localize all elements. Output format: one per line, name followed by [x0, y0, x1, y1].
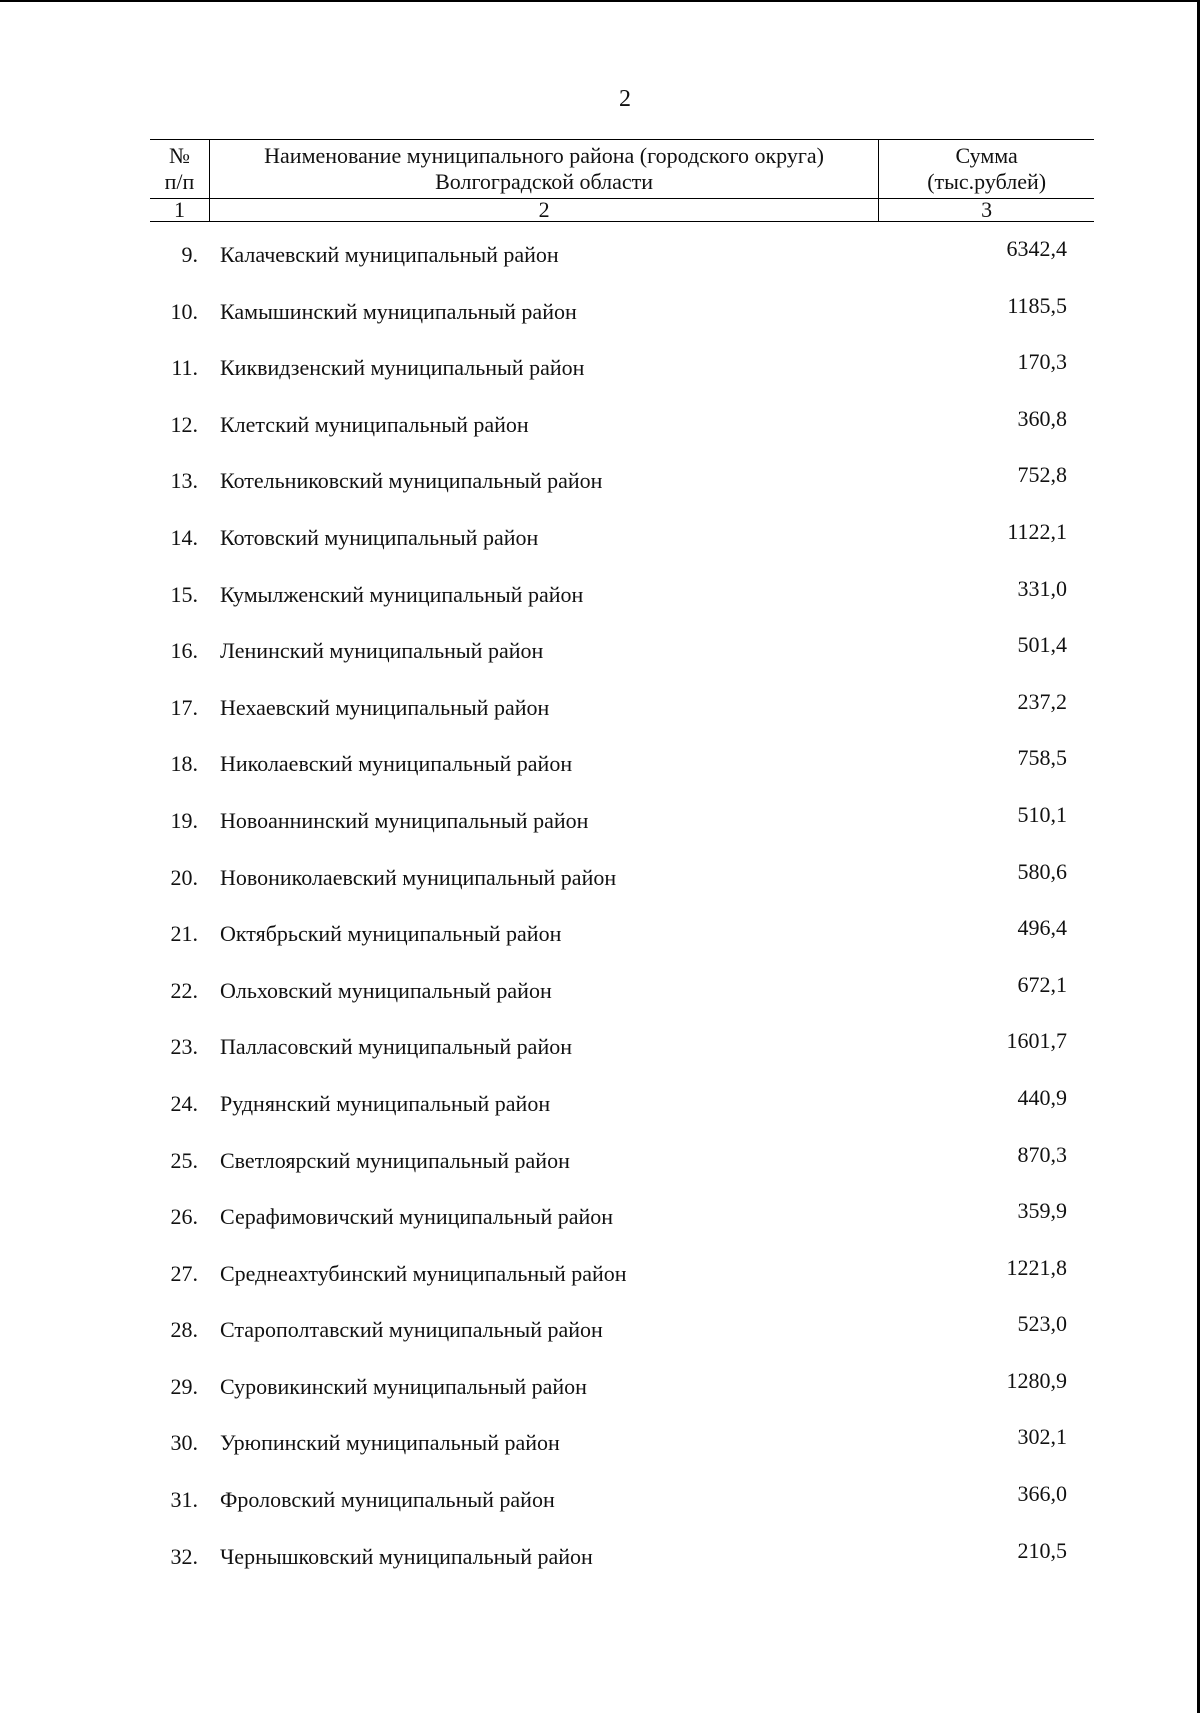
table-body: [150, 228, 1094, 1586]
row-sum: 758,5: [1017, 745, 1067, 771]
header-col-name-line1: Наименование муниципального района (городского округа): [264, 143, 824, 168]
table-row: [150, 1247, 1094, 1304]
table-row: [150, 568, 1094, 625]
row-sum: 1221,8: [1006, 1254, 1067, 1280]
row-number: 18.: [170, 751, 198, 777]
row-number: 16.: [170, 638, 198, 664]
row-sum: 366,0: [1017, 1481, 1067, 1507]
table-row: [150, 1134, 1094, 1191]
row-number: 13.: [170, 468, 198, 494]
row-district-name: Старополтавский муниципальный район: [220, 1317, 603, 1343]
row-sum: 870,3: [1017, 1141, 1067, 1167]
row-district-name: Серафимовичский муниципальный район: [220, 1204, 614, 1230]
row-district-name: Новоаннинский муниципальный район: [220, 807, 589, 833]
row-sum: 237,2: [1017, 688, 1067, 714]
row-number: 29.: [170, 1373, 198, 1399]
row-sum: 360,8: [1017, 405, 1067, 431]
row-sum: 510,1: [1017, 801, 1067, 827]
table-row: [150, 1416, 1094, 1473]
table-row: [150, 1190, 1094, 1247]
row-sum: 580,6: [1017, 858, 1067, 884]
header-col-name-line2: Волгоградской области: [435, 169, 654, 194]
row-district-name: Суровикинский муниципальный район: [220, 1373, 587, 1399]
row-sum: 1122,1: [1007, 518, 1067, 544]
table-row: [150, 851, 1094, 908]
row-number: 24.: [170, 1090, 198, 1116]
row-district-name: Палласовский муниципальный район: [220, 1034, 572, 1060]
row-number: 17.: [170, 694, 198, 720]
row-district-name: Камышинский муниципальный район: [220, 298, 577, 324]
row-sum: 501,4: [1017, 632, 1067, 658]
table-row: [150, 681, 1094, 738]
header-num-3: 3: [879, 199, 1094, 222]
row-number: 15.: [170, 581, 198, 607]
row-sum: 331,0: [1017, 575, 1067, 601]
row-number: 22.: [170, 977, 198, 1003]
header-col-number-line1: №: [168, 143, 190, 168]
header-num-1: 1: [150, 199, 209, 222]
row-district-name: Среднеахтубинский муниципальный район: [220, 1260, 627, 1286]
row-sum: 1185,5: [1007, 292, 1067, 318]
row-district-name: Ленинский муниципальный район: [220, 638, 544, 664]
table-row: [150, 737, 1094, 794]
table-row: [150, 1020, 1094, 1077]
table-row: [150, 794, 1094, 851]
row-number: 26.: [170, 1204, 198, 1230]
row-district-name: Киквидзенский муниципальный район: [220, 355, 585, 381]
row-sum: 359,9: [1017, 1198, 1067, 1224]
row-district-name: Клетский муниципальный район: [220, 411, 529, 437]
row-sum: 440,9: [1017, 1084, 1067, 1110]
header-col-number-line2: п/п: [164, 169, 195, 194]
row-sum: 1280,9: [1006, 1367, 1067, 1393]
table-row: [150, 511, 1094, 568]
row-district-name: Николаевский муниципальный район: [220, 751, 573, 777]
row-number: 12.: [170, 411, 198, 437]
header-col-name: [209, 140, 878, 199]
row-sum: 523,0: [1017, 1311, 1067, 1337]
table-row: [150, 398, 1094, 455]
row-district-name: Фроловский муниципальный район: [220, 1487, 555, 1513]
row-number: 23.: [170, 1034, 198, 1060]
table-row: [150, 964, 1094, 1021]
header-numbers-row: [150, 199, 1094, 222]
row-district-name: Калачевский муниципальный район: [220, 242, 559, 267]
row-sum: 672,1: [1017, 971, 1067, 997]
row-district-name: Урюпинский муниципальный район: [220, 1430, 560, 1456]
row-district-name: Светлоярский муниципальный район: [220, 1147, 570, 1173]
row-district-name: Котовский муниципальный район: [220, 524, 539, 550]
row-district-name: Ольховский муниципальный район: [220, 977, 552, 1003]
row-sum: 496,4: [1017, 915, 1067, 941]
row-number: 20.: [170, 864, 198, 890]
row-number: 28.: [170, 1317, 198, 1343]
row-number: 10.: [170, 298, 198, 324]
table-row: [150, 285, 1094, 342]
table-row: [150, 1473, 1094, 1530]
table-row: [150, 1303, 1094, 1360]
row-number: 9.: [181, 242, 198, 267]
row-number: 31.: [170, 1487, 198, 1513]
row-number: 14.: [170, 524, 198, 550]
table-row: [150, 907, 1094, 964]
row-number: 11.: [171, 355, 198, 381]
table-row: [150, 1077, 1094, 1134]
row-number: 32.: [170, 1543, 198, 1569]
row-sum: 170,3: [1017, 349, 1067, 375]
header-num-2: 2: [209, 199, 878, 222]
row-number: 19.: [170, 807, 198, 833]
header-col-number: [150, 140, 209, 199]
table-row: [150, 1360, 1094, 1417]
row-number: 30.: [170, 1430, 198, 1456]
row-number: 21.: [170, 921, 198, 947]
table-row: [150, 454, 1094, 511]
row-district-name: Новониколаевский муниципальный район: [220, 864, 617, 890]
table-header: [150, 139, 1094, 222]
header-col-sum: [879, 140, 1094, 199]
row-sum: 6342,4: [1006, 236, 1067, 261]
header-titles-row: [150, 140, 1094, 199]
row-district-name: Нехаевский муниципальный район: [220, 694, 550, 720]
row-district-name: Руднянский муниципальный район: [220, 1090, 551, 1116]
row-sum: 752,8: [1017, 462, 1067, 488]
scan-edge-top: [0, 0, 1200, 2]
table-row: [150, 1530, 1094, 1587]
header-col-sum-line1: Сумма: [955, 143, 1018, 168]
table-row: [150, 624, 1094, 681]
row-district-name: Октябрьский муниципальный район: [220, 921, 562, 947]
row-district-name: Кумылженский муниципальный район: [220, 581, 584, 607]
page-number: 2: [619, 86, 631, 112]
row-sum: 1601,7: [1006, 1028, 1067, 1054]
row-district-name: Котельниковский муниципальный район: [220, 468, 603, 494]
row-sum: 210,5: [1017, 1537, 1067, 1563]
row-number: 25.: [170, 1147, 198, 1173]
header-col-sum-line2: (тыс.рублей): [927, 169, 1047, 194]
table-row: [150, 228, 1094, 285]
row-district-name: Чернышковский муниципальный район: [220, 1543, 593, 1569]
row-number: 27.: [170, 1260, 198, 1286]
row-sum: 302,1: [1017, 1424, 1067, 1450]
table-row: [150, 341, 1094, 398]
